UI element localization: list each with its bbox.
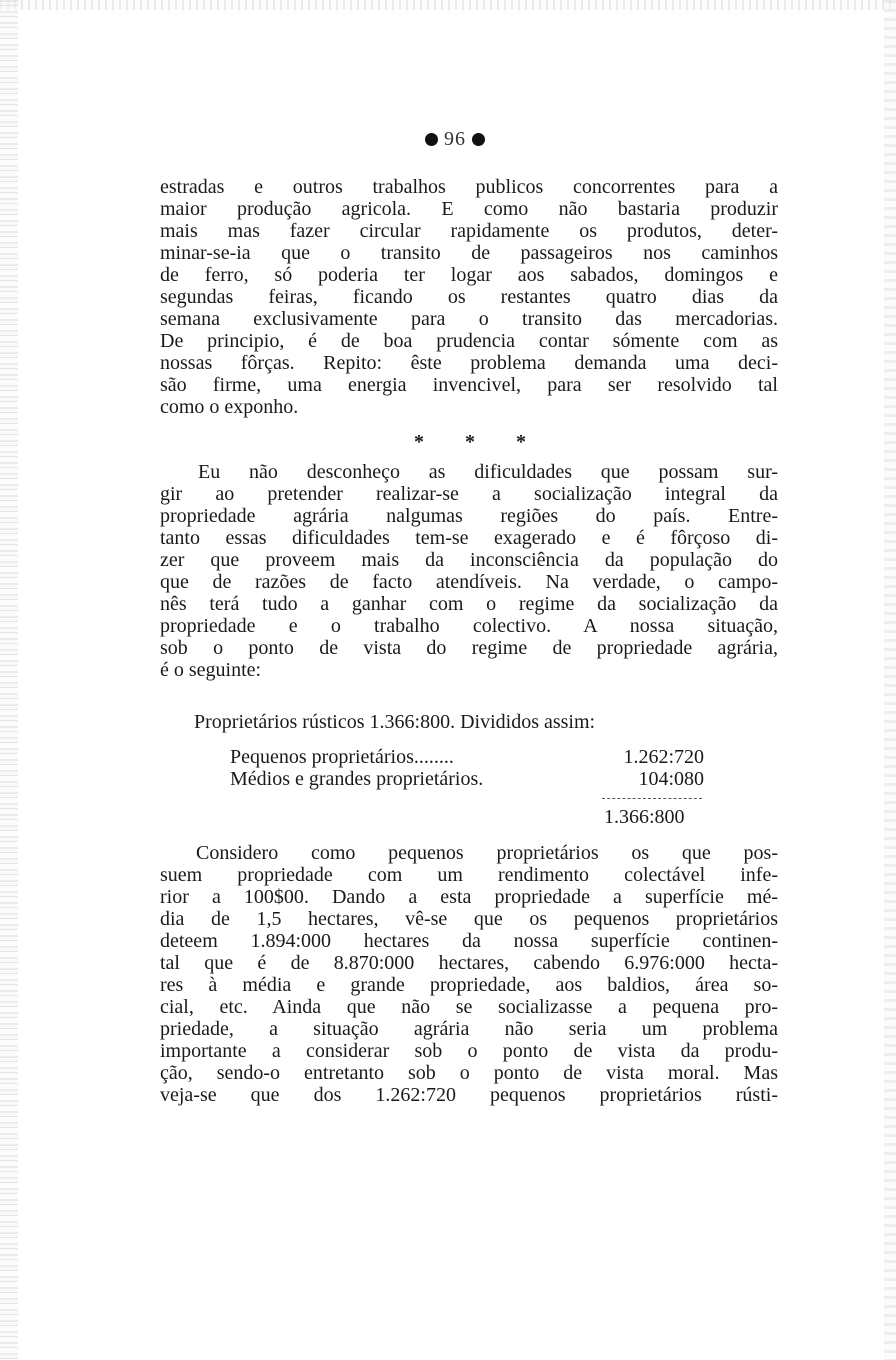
text-line: Considero como pequenos proprietários os que pos- — [196, 842, 778, 864]
text-line: como o exponho. — [160, 396, 299, 418]
table-total: 1.366:800 — [604, 806, 685, 828]
text-line: ção, sendo-o entretanto sob o ponto de vista moral. Mas — [160, 1062, 778, 1084]
row-value: 1.262:720 — [623, 746, 704, 768]
text-line: nês terá tudo a ganhar com o regime da socialização da — [160, 593, 778, 615]
text-line: priedade, a situação agrária não seria um problema — [160, 1018, 778, 1040]
text-line: nossas fôrças. Repito: êste problema demanda uma deci- — [160, 352, 778, 374]
table-row — [230, 746, 704, 768]
page-edge-right — [884, 0, 896, 1360]
text-line: sob o ponto de vista do regime de propriedade agrária, — [160, 637, 778, 659]
summary-line: Proprietários rústicos 1.366:800. Divididos assim: — [194, 711, 596, 733]
text-line: res à média e grande propriedade, aos baldios, área so- — [160, 974, 778, 996]
text-line: é o seguinte: — [160, 659, 262, 681]
text-line: Eu não desconheço as dificuldades que possam sur- — [198, 461, 778, 483]
page-header — [425, 128, 485, 151]
sum-rule — [602, 798, 702, 799]
text-line: maior produção agricola. E como não bastaria produzir — [160, 198, 778, 220]
paragraph-1 — [160, 176, 778, 418]
paragraph-3 — [160, 842, 778, 1106]
text-line: cial, etc. Ainda que não se socializasse a pequena pro- — [160, 996, 778, 1018]
paragraph-2 — [160, 461, 778, 681]
text-line: veja-se que dos 1.262:720 pequenos proprietários rústi- — [160, 1084, 778, 1106]
row-value: 104:080 — [638, 768, 704, 790]
page-edge-top — [0, 0, 896, 10]
text-line: mais mas fazer circular rapidamente os produtos, deter- — [160, 220, 778, 242]
table-row — [230, 768, 704, 790]
text-line: segundas feiras, ficando os restantes quatro dias da — [160, 286, 778, 308]
section-separator: * * * — [414, 431, 544, 453]
text-line: estradas e outros trabalhos publicos concorrentes para a — [160, 176, 778, 198]
text-line: rior a 100$00. Dando a esta propriedade a superfície mé- — [160, 886, 778, 908]
text-line: tanto essas dificuldades tem-se exagerado e é fôrçoso di- — [160, 527, 778, 549]
text-line: De principio, é de boa prudencia contar sómente com as — [160, 330, 778, 352]
text-line: tal que é de 8.870:000 hectares, cabendo 6.976:000 hecta- — [160, 952, 778, 974]
text-line: que de razões de facto atendíveis. Na verdade, o campo- — [160, 571, 778, 593]
row-label: Médios e grandes proprietários. — [230, 768, 484, 790]
row-label: Pequenos proprietários........ — [230, 746, 454, 768]
page-number: 96 — [444, 128, 466, 150]
text-line: são firme, uma energia invencivel, para ser resolvido tal — [160, 374, 778, 396]
text-line: importante a considerar sob o ponto de vista da produ- — [160, 1040, 778, 1062]
bullet-icon — [425, 133, 438, 146]
text-line: propriedade e o trabalho colectivo. A nossa situação, — [160, 615, 778, 637]
bullet-icon — [472, 133, 485, 146]
text-line: de ferro, só poderia ter logar aos sabados, domingos e — [160, 264, 778, 286]
text-line: semana exclusivamente para o transito das mercadorias. — [160, 308, 778, 330]
text-line: propriedade agrária nalgumas regiões do país. Entre- — [160, 505, 778, 527]
text-line: suem propriedade com um rendimento colectável infe- — [160, 864, 778, 886]
text-line: gir ao pretender realizar-se a socialização integral da — [160, 483, 778, 505]
text-line: deteem 1.894:000 hectares da nossa superfície continen- — [160, 930, 778, 952]
text-line: zer que proveem mais da inconsciência da população do — [160, 549, 778, 571]
text-line: minar-se-ia que o transito de passageiros nos caminhos — [160, 242, 778, 264]
page-edge-left — [0, 0, 18, 1360]
text-line: dia de 1,5 hectares, vê-se que os pequenos proprietários — [160, 908, 778, 930]
